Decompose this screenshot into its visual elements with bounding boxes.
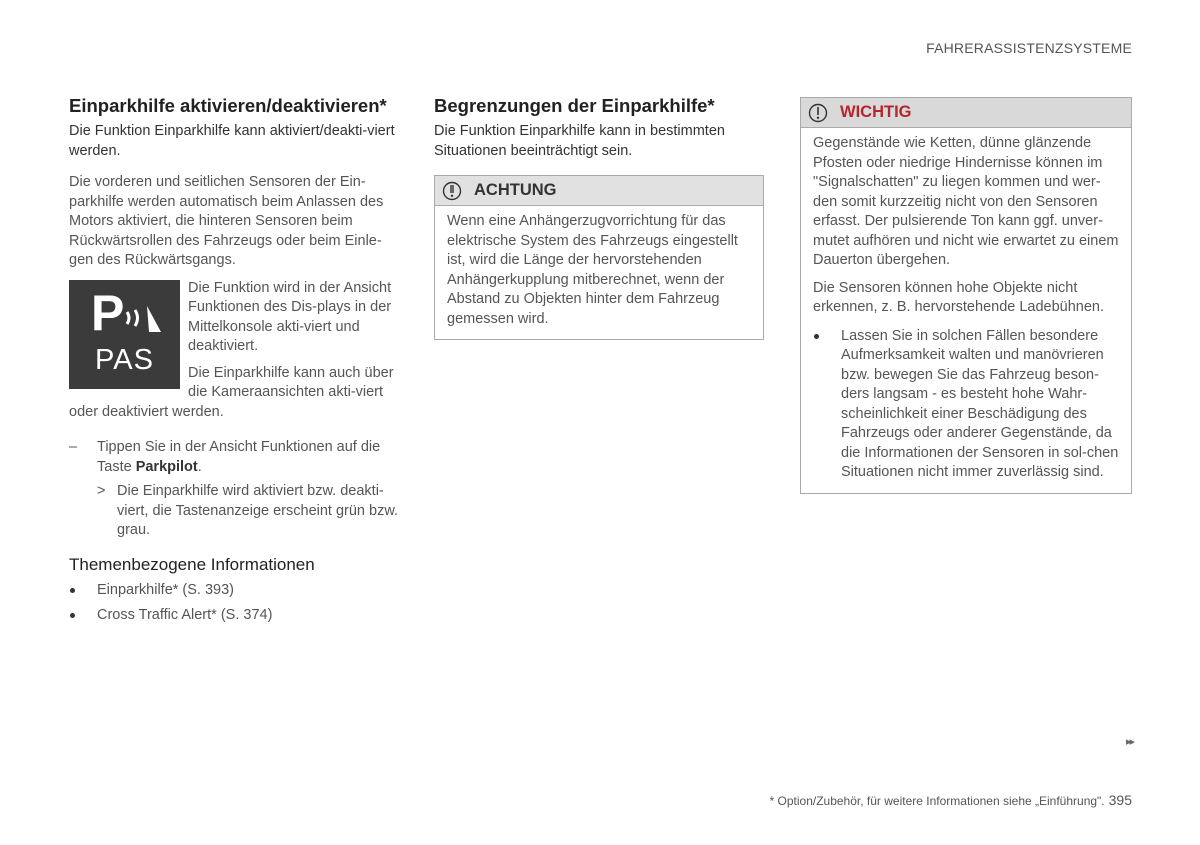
wichtig-paragraph-2: Die Sensoren können hohe Objekte nicht erkennen, z. B. hervorstehende Ladebühnen.	[813, 279, 1105, 315]
pas-section	[69, 279, 399, 430]
parkpilot-label: Parkpilot	[135, 458, 198, 475]
achtung-text: Wenn eine Anhängerzugvorrichtung für das elektrische System des Fahrzeugs eingestellt ist, wird die Länge der hervorstehenden Anhängerkupplung mitberechnet, wenn der Abstand zu Objekten hinter dem Fahrzeug gemessen wird.	[447, 213, 738, 327]
wichtig-box	[800, 97, 1132, 494]
result-item	[69, 482, 399, 541]
footnote	[770, 792, 1132, 808]
wichtig-body	[801, 128, 1131, 493]
related-link-text[interactable]: Einparkhilfe* (S. 393)	[97, 581, 235, 598]
page-number: 395	[1108, 792, 1132, 808]
column-activate	[69, 94, 399, 626]
step-text-end: .	[197, 458, 202, 475]
column-wichtig	[800, 94, 1132, 494]
wichtig-header	[801, 98, 1131, 128]
display-paragraph: Die Funktion wird in der Ansicht Funktionen des Dis-plays in der Mittelkonsole akti-viert und deaktiviert.	[188, 279, 392, 354]
achtung-body	[435, 206, 763, 339]
result-arrow: >	[97, 483, 106, 499]
wichtig-bullet	[813, 327, 1119, 483]
sensor-waves-icon	[125, 302, 165, 334]
achtung-label: ACHTUNG	[474, 181, 557, 199]
info-icon	[442, 181, 462, 201]
footnote-text: * Option/Zubehör, für weitere Informationen siehe „Einführung".	[769, 794, 1105, 808]
achtung-box	[434, 175, 764, 340]
step-item	[69, 438, 399, 477]
wichtig-label: WICHTIG	[840, 103, 912, 121]
pas-label: PAS	[95, 343, 154, 376]
warning-icon	[808, 103, 828, 123]
step-dash: –	[69, 439, 78, 455]
step-text: Tippen Sie in der Ansicht Funktionen auf die Taste	[97, 439, 381, 475]
related-link[interactable]	[69, 581, 399, 601]
bullet-dot	[70, 588, 75, 593]
sensor-paragraph: Die vorderen und seitlichen Sensoren der Ein-parkhilfe werden automatisch beim Anlassen des Motors aktiviert, die hinteren Sensoren beim Rückwärtsrollen des Fahrzeugs oder beim Einle-gen des Rückwärtsgangs.	[69, 174, 384, 268]
wichtig-paragraph-1: Gegenstände wie Ketten, dünne glänzende Pfosten oder niedrige Hindernisse können im "Signalschatten" zu liegen kommen und wer-den somit kurzzeitig nicht von den Sensoren erfasst. Der pulsierende Ton kann ggf. unver-mutet aufhören und nicht wie erwartet zu einem Dauerton übergehen.	[813, 135, 1119, 268]
section-title: FAHRERASSISTENZSYSTEME	[926, 40, 1132, 56]
column-limitations	[434, 94, 764, 340]
result-text: Die Einparkhilfe wird aktiviert bzw. deakti-viert, die Tastenanzeige erscheint grün bzw. grau.	[117, 483, 399, 538]
park-assist-icon	[69, 280, 180, 389]
bullet-dot	[814, 334, 819, 339]
park-letter: P	[91, 284, 125, 341]
wichtig-bullet-text: Lassen Sie in solchen Fällen besondere Aufmerksamkeit walten und manövrieren bzw. bewegen Sie das Fahrzeug beson-ders langsam - es besteht hohe Wahr-scheinlichkeit einer Beschädigung des Fahrzeugs oder anderer Gegenstände, da die Informationen der Sensoren in sol-chen Situationen nicht immer zuverlässig sind.	[841, 327, 1119, 480]
related-link[interactable]	[69, 606, 399, 626]
heading-activate: Einparkhilfe aktivieren/deaktivieren*	[69, 95, 387, 116]
intro-limitations: Die Funktion Einparkhilfe kann in bestimmten Situationen beeinträchtigt sein.	[434, 123, 725, 159]
intro-activate: Die Funktion Einparkhilfe kann aktiviert/deakti-viert werden.	[69, 123, 395, 159]
bullet-dot	[70, 613, 75, 618]
related-link-text[interactable]: Cross Traffic Alert* (S. 374)	[97, 607, 273, 623]
continue-icon: ▸▸	[1125, 736, 1133, 748]
camera-paragraph: Die Einparkhilfe kann auch über die Kameraansichten akti-viert oder deaktiviert werden.	[69, 364, 394, 420]
related-heading: Themenbezogene Informationen	[69, 554, 315, 574]
achtung-header	[435, 176, 763, 206]
heading-limitations: Begrenzungen der Einparkhilfe*	[434, 95, 715, 116]
